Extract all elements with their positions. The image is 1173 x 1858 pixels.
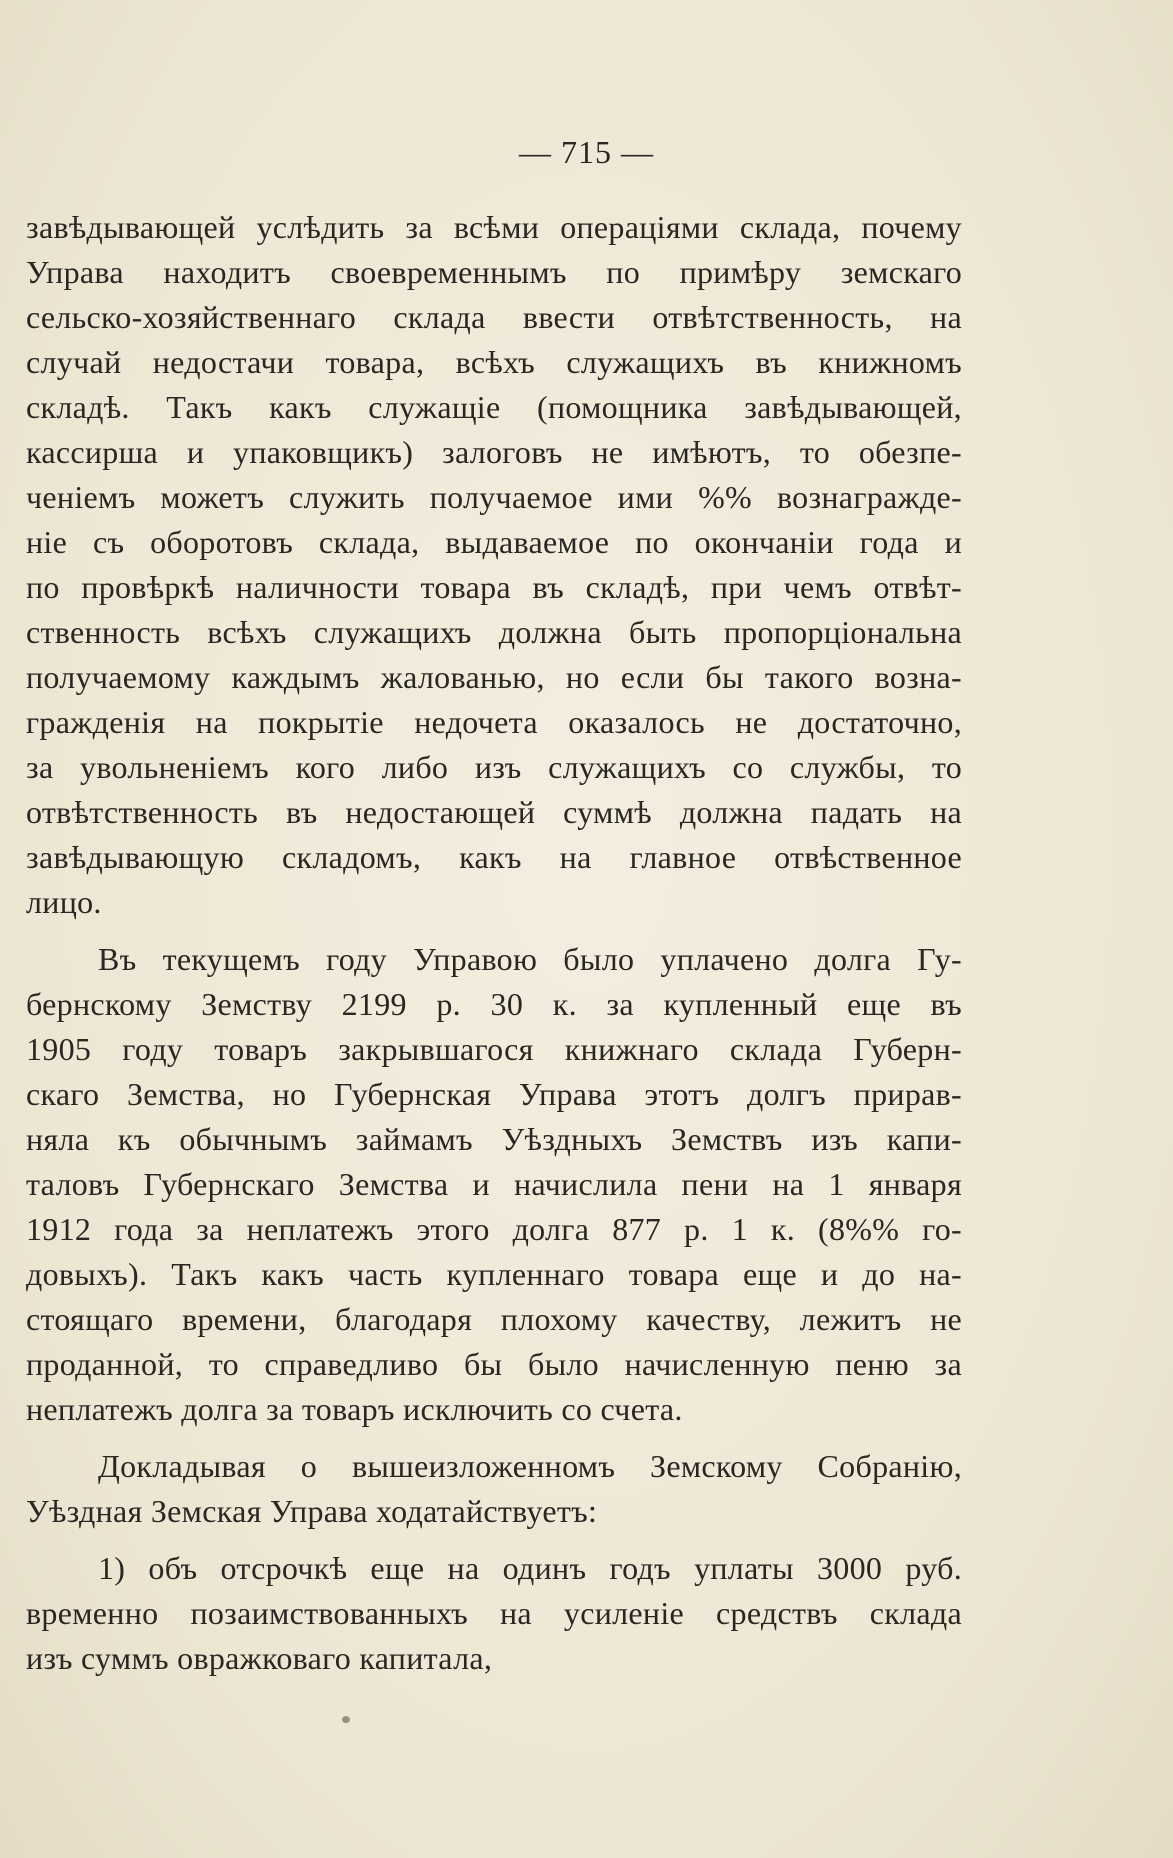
ink-speck [342,1716,350,1723]
paragraph-1 [26,205,962,925]
text-line: ніе съ оборотовъ склада, выдаваемое по окончаніи года и [26,524,962,560]
text-line: стоящаго времени, благодаря плохому качеству, лежитъ не [26,1301,962,1337]
text-line: Управа находитъ своевременнымъ по примѣру земскаго [26,254,962,290]
text-line: Уѣздная Земская Управа ходатайствуетъ: [26,1493,598,1529]
page-number: — 715 — [519,134,654,170]
text-line: за увольненіемъ кого либо изъ служащихъ со службы, то [26,749,962,785]
text-line: изъ суммъ овражковаго капитала, [26,1640,493,1676]
text-line: кассирша и упаковщикъ) залоговъ не имѣютъ, то обезпе- [26,434,962,470]
text-line: скаго Земства, но Губернская Управа этотъ долгъ прирав- [26,1076,962,1112]
text-line: гражденія на покрытіе недочета оказалось не достаточно, [26,704,962,740]
text-line: няла къ обычнымъ займамъ Уѣздныхъ Земствъ изъ капи- [26,1121,962,1157]
text-line: завѣдывающую складомъ, какъ на главное отвѣственное [26,839,962,875]
text-line: неплатежъ долга за товаръ исключить со счета. [26,1391,683,1427]
body-text [26,205,962,1681]
paragraph-2 [26,937,962,1432]
text-line: завѣдывающей услѣдить за всѣми операціями склада, почему [26,209,962,245]
text-line: получаемому каждымъ жалованью, но если бы такого возна- [26,659,962,695]
text-line: бернскому Земству 2199 р. 30 к. за купленный еще въ [26,986,962,1022]
text-line: временно позаимствованныхъ на усиленіе средствъ склада [26,1595,962,1631]
text-line: проданной, то справедливо бы было начисленную пеню за [26,1346,962,1382]
text-line: 1912 года за неплатежъ этого долга 877 р. 1 к. (8%% го- [26,1211,962,1247]
text-line: 1) объ отсрочкѣ еще на одинъ годъ уплаты 3000 руб. [98,1550,962,1586]
text-line: Въ текущемъ году Управою было уплачено долга Гу- [98,941,962,977]
paragraph-3 [26,1444,962,1534]
paragraph-4 [26,1546,962,1681]
text-line: ственность всѣхъ служащихъ должна быть пропорціональна [26,614,962,650]
text-line: складѣ. Такъ какъ служащіе (помощника завѣдывающей, [26,389,962,425]
text-line: таловъ Губернскаго Земства и начислила пени на 1 января [26,1166,962,1202]
text-line: случай недостачи товара, всѣхъ служащихъ въ книжномъ [26,344,962,380]
text-line: 1905 году товаръ закрывшагося книжнаго склада Губерн- [26,1031,962,1067]
text-line: лицо. [26,884,102,920]
text-line: довыхъ). Такъ какъ часть купленнаго товара еще и до на- [26,1256,962,1292]
text-line: по провѣркѣ наличности товара въ складѣ, при чемъ отвѣт- [26,569,962,605]
text-line: сельско-хозяйственнаго склада ввести отвѣтственность, на [26,299,962,335]
text-line: Докладывая о вышеизложенномъ Земскому Собранію, [98,1448,962,1484]
text-line: отвѣтственность въ недостающей суммѣ должна падать на [26,794,962,830]
text-line: ченіемъ можетъ служить получаемое ими %% вознагражде- [26,479,962,515]
